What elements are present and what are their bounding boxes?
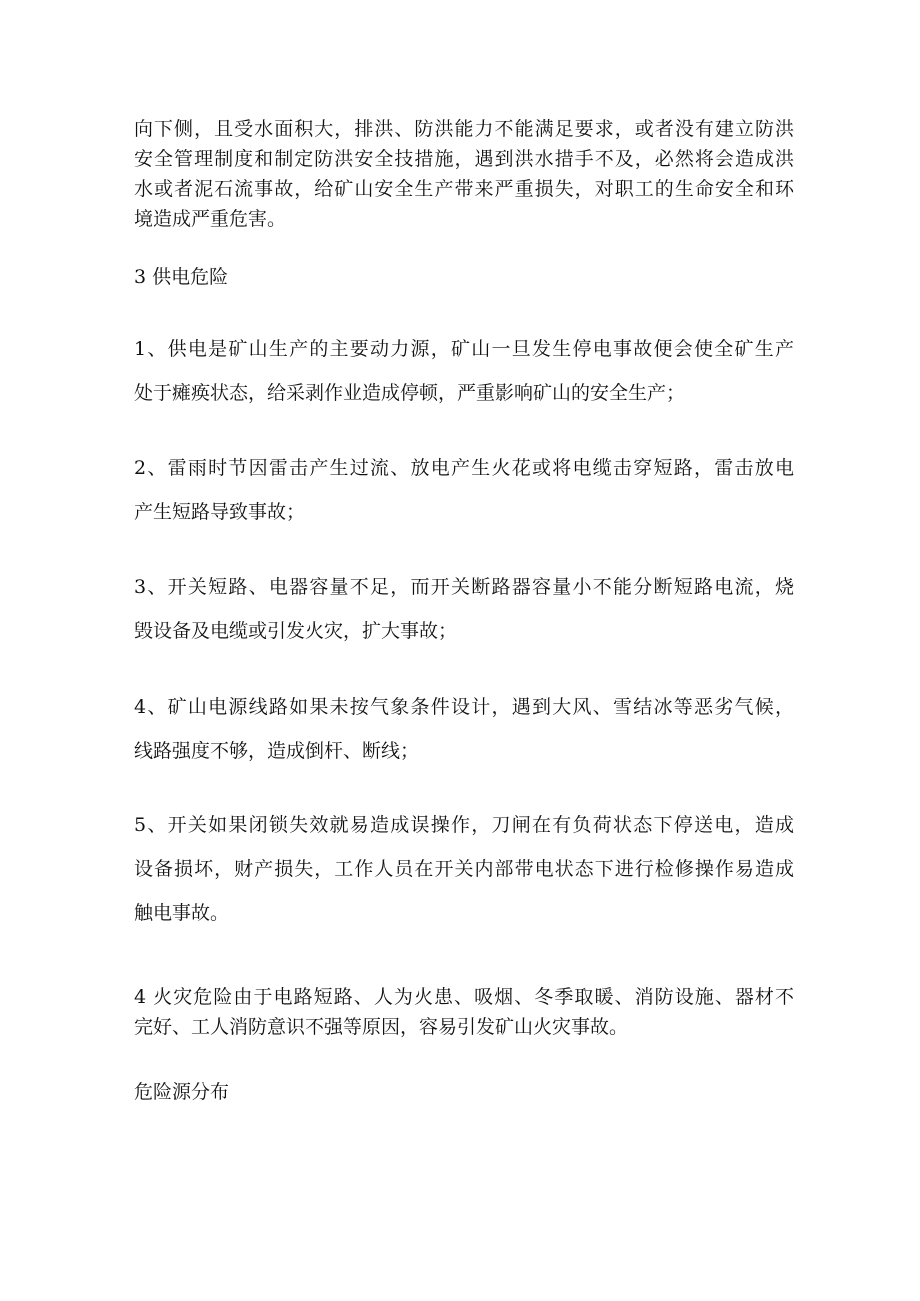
list-item-3 (134, 565, 794, 653)
text-line: 处于瘫痪状态，给采剥作业造成停顿，严重影响矿山的安全生产； (134, 382, 686, 404)
text-line: 完好、工人消防意识不强等原因，容易引发矿山火灾事故。 (134, 1016, 629, 1038)
text-line: 4、矿山电源线路如果未按气象条件设计，遇到大风、雪结冰等恶劣气候， (134, 696, 794, 718)
paragraph-fire-risk (134, 982, 794, 1042)
heading-text: 3 供电危险 (134, 266, 229, 288)
list-item-2 (134, 446, 794, 534)
text-line: 产生短路导致事故； (134, 501, 306, 523)
section-heading-power-supply (134, 262, 794, 292)
text-line: 安全管理制度和制定防洪安全技措施，遇到洪水措手不及，必然将会造成洪 (134, 148, 794, 170)
text-line: 5、开关如果闭锁失效就易造成误操作，刀闸在有负荷状态下停送电，造成 (134, 814, 794, 836)
text-line: 毁设备及电缆或引发火灾，扩大事故； (134, 620, 458, 642)
text-line: 水或者泥石流事故，给矿山安全生产带来严重损失，对职工的生命安全和环 (134, 178, 794, 200)
section-heading-hazard-distribution (134, 1077, 794, 1107)
text-line: 线路强度不够，造成倒杆、断线； (134, 740, 420, 762)
list-item-1 (134, 327, 794, 415)
text-line: 境造成严重危害。 (134, 208, 287, 230)
paragraph-flood-risk (134, 114, 794, 234)
text-line: 触电事故。 (134, 902, 230, 924)
text-line: 1、供电是矿山生产的主要动力源，矿山一旦发生停电事故便会使全矿生产 (134, 338, 794, 360)
text-line: 2、雷雨时节因雷击产生过流、放电产生火花或将电缆击穿短路，雷击放电 (134, 457, 794, 479)
text-line: 向下侧，且受水面积大，排洪、防洪能力不能满足要求，或者没有建立防洪 (134, 118, 794, 140)
text-line: 设备损坏，财产损失，工作人员在开关内部带电状态下进行检修操作易造成 (134, 858, 794, 880)
text-line: 4 火灾危险由于电路短路、人为火患、吸烟、冬季取暖、消防设施、器材不 (134, 986, 794, 1008)
list-item-5 (134, 803, 794, 935)
text-line: 3、开关短路、电器容量不足，而开关断路器容量小不能分断短路电流，烧 (134, 576, 794, 598)
heading-text: 危险源分布 (134, 1081, 230, 1103)
list-item-4 (134, 685, 794, 773)
